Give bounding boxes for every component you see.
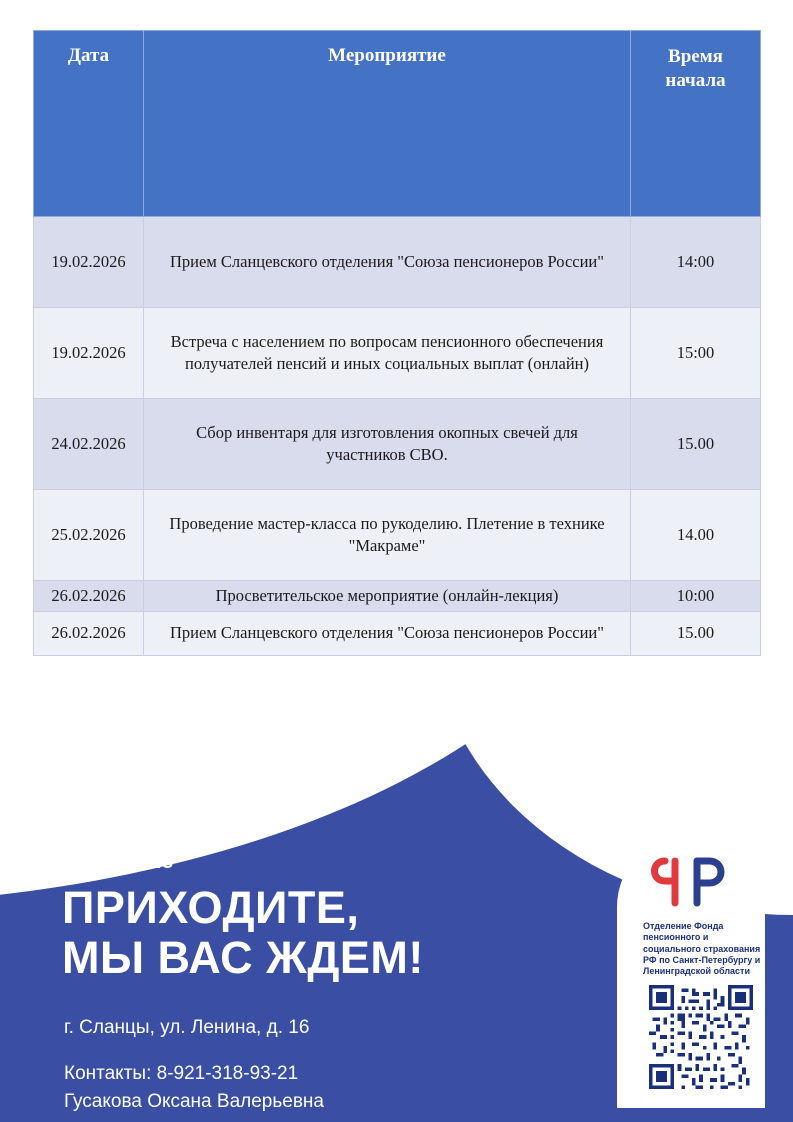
column-header-time-line1: Время	[668, 46, 723, 67]
cell-date: 19.02.2026	[34, 308, 144, 399]
cell-time: 10:00	[631, 581, 761, 612]
site-url[interactable]: SFR.GOV.RU	[64, 853, 175, 872]
cell-event: Сбор инвентаря для изготовления окопных свечей для участников СВО.	[144, 399, 631, 490]
cell-time: 15.00	[631, 399, 761, 490]
cell-date: 19.02.2026	[34, 217, 144, 308]
table-row	[34, 490, 761, 581]
cell-date: 26.02.2026	[34, 581, 144, 612]
column-header-time	[631, 31, 761, 217]
table-row	[34, 612, 761, 655]
table-row	[34, 581, 761, 612]
logo-caption: Отделение Фонда пенсионного и социального страхования РФ по Санкт-Петербургу и Ленинградской области	[643, 921, 761, 976]
cell-event: Прием Сланцевского отделения "Союза пенсионеров России"	[144, 612, 631, 655]
column-header-time-line2: начала	[665, 69, 726, 91]
table-body	[34, 217, 761, 656]
table-row	[34, 308, 761, 399]
cell-event: Встреча с населением по вопросам пенсионного обеспечения получателей пенсий и иных социальных выплат (онлайн)	[144, 308, 631, 399]
cell-event: Просветительское мероприятие (онлайн-лекция)	[144, 581, 631, 612]
cell-event: Прием Сланцевского отделения "Союза пенсионеров России"	[144, 217, 631, 308]
schedule-table-container	[33, 30, 760, 656]
cell-date: 24.02.2026	[34, 399, 144, 490]
cell-time: 14.00	[631, 490, 761, 581]
banner-contacts-person: Гусакова Оксана Валерьевна	[64, 1090, 324, 1112]
cell-date: 25.02.2026	[34, 490, 144, 581]
sfr-logo-icon	[645, 853, 741, 909]
cell-event: Проведение мастер-класса по рукоделию. Плетение в технике "Макраме"	[144, 490, 631, 581]
banner-headline-line2: МЫ ВАС ЖДЕМ!	[62, 932, 424, 984]
schedule-table	[33, 30, 761, 656]
banner-headline-line1: ПРИХОДИТЕ,	[62, 882, 360, 933]
banner-contacts	[64, 1060, 324, 1115]
column-header-date: Дата	[34, 31, 144, 217]
qr-code-icon[interactable]	[649, 985, 753, 1089]
banner-address: г. Сланцы, ул. Ленина, д. 16	[64, 1017, 310, 1038]
table-header	[34, 31, 761, 217]
cell-time: 15:00	[631, 308, 761, 399]
cell-date: 26.02.2026	[34, 612, 144, 655]
banner-headline	[62, 883, 424, 984]
table-row	[34, 399, 761, 490]
column-header-event: Мероприятие	[144, 31, 631, 217]
banner-contacts-phone: Контакты: 8-921-318-93-21	[64, 1063, 299, 1084]
promo-banner	[0, 735, 793, 1122]
cell-time: 15.00	[631, 612, 761, 655]
table-row	[34, 217, 761, 308]
table-header-row	[34, 31, 761, 217]
cell-time: 14:00	[631, 217, 761, 308]
